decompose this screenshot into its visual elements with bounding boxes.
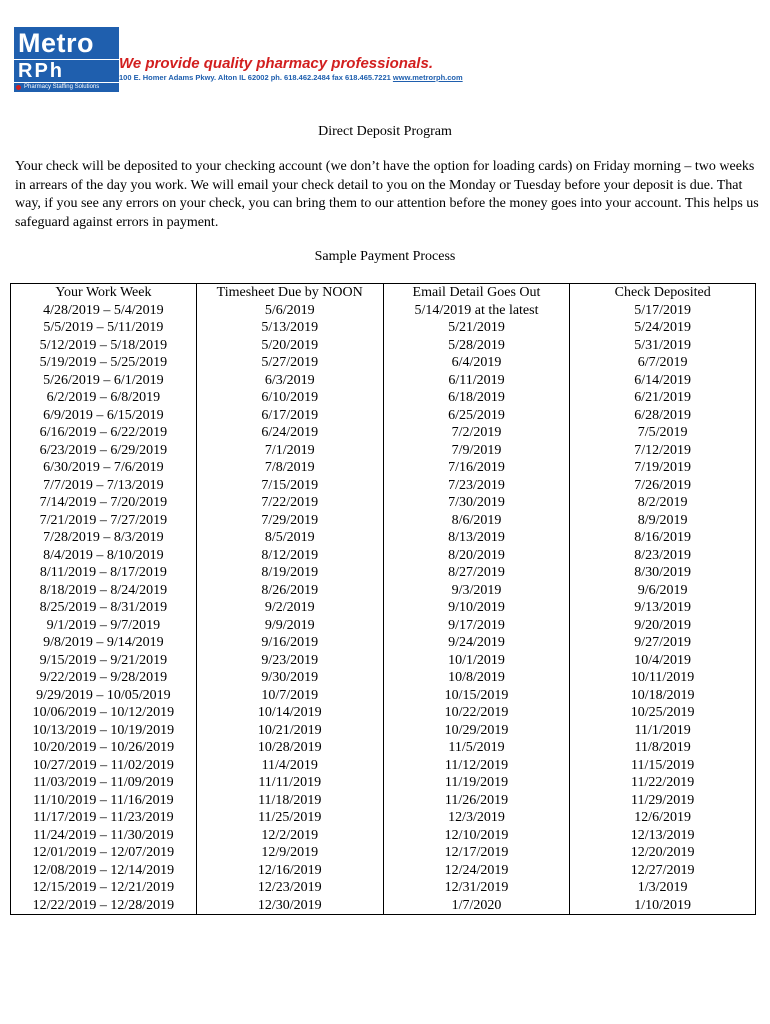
logo-strip-text: Pharmacy Staffing Solutions — [14, 83, 119, 92]
cell-timesheet-due: 10/14/2019 — [196, 704, 383, 722]
cell-timesheet-due: 10/28/2019 — [196, 739, 383, 757]
table-row — [11, 617, 756, 635]
cell-email-detail: 8/27/2019 — [383, 564, 570, 582]
cell-work-week: 7/21/2019 – 7/27/2019 — [11, 512, 197, 530]
cell-timesheet-due: 9/16/2019 — [196, 634, 383, 652]
cell-work-week: 12/08/2019 – 12/14/2019 — [11, 862, 197, 880]
table-row — [11, 477, 756, 495]
table-row — [11, 442, 756, 460]
table-row — [11, 792, 756, 810]
company-tagline: We provide quality pharmacy professionals. — [119, 55, 433, 72]
cell-check-deposited: 8/30/2019 — [570, 564, 756, 582]
cell-work-week: 11/17/2019 – 11/23/2019 — [11, 809, 197, 827]
cell-timesheet-due: 8/19/2019 — [196, 564, 383, 582]
table-row — [11, 372, 756, 390]
cell-email-detail: 12/17/2019 — [383, 844, 570, 862]
header-row — [11, 284, 756, 302]
cell-email-detail: 5/21/2019 — [383, 319, 570, 337]
cell-email-detail: 7/16/2019 — [383, 459, 570, 477]
table-title: Sample Payment Process — [314, 249, 456, 264]
table-row — [11, 512, 756, 530]
cell-timesheet-due: 7/15/2019 — [196, 477, 383, 495]
cell-work-week: 8/18/2019 – 8/24/2019 — [11, 582, 197, 600]
cell-check-deposited: 5/31/2019 — [570, 337, 756, 355]
cell-timesheet-due: 11/18/2019 — [196, 792, 383, 810]
cell-timesheet-due: 11/25/2019 — [196, 809, 383, 827]
cell-check-deposited: 6/14/2019 — [570, 372, 756, 390]
company-logo — [14, 27, 119, 90]
cell-email-detail: 9/3/2019 — [383, 582, 570, 600]
cell-email-detail: 8/20/2019 — [383, 547, 570, 565]
table-row — [11, 774, 756, 792]
cell-check-deposited: 12/20/2019 — [570, 844, 756, 862]
payment-schedule-table — [10, 283, 756, 915]
cell-timesheet-due: 9/30/2019 — [196, 669, 383, 687]
table-row — [11, 337, 756, 355]
cell-email-detail: 10/29/2019 — [383, 722, 570, 740]
cell-check-deposited: 1/3/2019 — [570, 879, 756, 897]
table-row — [11, 529, 756, 547]
table-header — [11, 284, 756, 302]
cell-email-detail: 6/4/2019 — [383, 354, 570, 372]
cell-timesheet-due: 11/11/2019 — [196, 774, 383, 792]
cell-work-week: 5/5/2019 – 5/11/2019 — [11, 319, 197, 337]
cell-timesheet-due: 12/16/2019 — [196, 862, 383, 880]
cell-work-week: 6/9/2019 – 6/15/2019 — [11, 407, 197, 425]
cell-email-detail: 5/28/2019 — [383, 337, 570, 355]
cell-check-deposited: 11/22/2019 — [570, 774, 756, 792]
cell-check-deposited: 9/13/2019 — [570, 599, 756, 617]
cell-timesheet-due: 6/3/2019 — [196, 372, 383, 390]
cell-check-deposited: 12/6/2019 — [570, 809, 756, 827]
table-row — [11, 757, 756, 775]
cell-timesheet-due: 12/2/2019 — [196, 827, 383, 845]
cell-work-week: 12/15/2019 – 12/21/2019 — [11, 879, 197, 897]
cell-work-week: 6/23/2019 – 6/29/2019 — [11, 442, 197, 460]
cell-timesheet-due: 6/24/2019 — [196, 424, 383, 442]
table-row — [11, 634, 756, 652]
cell-email-detail: 7/2/2019 — [383, 424, 570, 442]
table-row — [11, 459, 756, 477]
cell-check-deposited: 11/1/2019 — [570, 722, 756, 740]
cell-email-detail: 12/31/2019 — [383, 879, 570, 897]
intro-paragraph: Your check will be deposited to your checking account (we don’t have the option for loading cards) on Friday morning – two weeks in arrears of the day you work. We will email your check detail to you on the Monday or Tuesday before your deposit is due. That way, if you see any errors on your check, you can bring them to our attention before the money goes into your account. This helps us safeguard against errors in payment. — [15, 159, 759, 230]
cell-work-week: 11/03/2019 – 11/09/2019 — [11, 774, 197, 792]
cell-check-deposited: 8/9/2019 — [570, 512, 756, 530]
cell-work-week: 6/2/2019 – 6/8/2019 — [11, 389, 197, 407]
cell-email-detail: 5/14/2019 at the latest — [383, 302, 570, 320]
cell-work-week: 5/12/2019 – 5/18/2019 — [11, 337, 197, 355]
cell-check-deposited: 7/5/2019 — [570, 424, 756, 442]
cell-work-week: 9/15/2019 – 9/21/2019 — [11, 652, 197, 670]
logo-red-dot-icon — [16, 85, 21, 90]
cell-timesheet-due: 9/2/2019 — [196, 599, 383, 617]
cell-work-week: 10/13/2019 – 10/19/2019 — [11, 722, 197, 740]
cell-work-week: 7/7/2019 – 7/13/2019 — [11, 477, 197, 495]
cell-timesheet-due: 9/9/2019 — [196, 617, 383, 635]
cell-email-detail: 8/13/2019 — [383, 529, 570, 547]
column-header-timesheet-due: Timesheet Due by NOON — [196, 284, 383, 302]
table-row — [11, 424, 756, 442]
cell-email-detail: 11/12/2019 — [383, 757, 570, 775]
cell-timesheet-due: 10/21/2019 — [196, 722, 383, 740]
company-address — [119, 73, 463, 82]
cell-work-week: 10/27/2019 – 11/02/2019 — [11, 757, 197, 775]
cell-timesheet-due: 6/10/2019 — [196, 389, 383, 407]
table-row — [11, 704, 756, 722]
cell-timesheet-due: 8/12/2019 — [196, 547, 383, 565]
cell-work-week: 5/19/2019 – 5/25/2019 — [11, 354, 197, 372]
cell-check-deposited: 10/4/2019 — [570, 652, 756, 670]
cell-email-detail: 9/17/2019 — [383, 617, 570, 635]
cell-check-deposited: 5/24/2019 — [570, 319, 756, 337]
cell-email-detail: 1/7/2020 — [383, 897, 570, 915]
cell-timesheet-due: 7/1/2019 — [196, 442, 383, 460]
cell-check-deposited: 5/17/2019 — [570, 302, 756, 320]
cell-timesheet-due: 5/6/2019 — [196, 302, 383, 320]
cell-work-week: 9/22/2019 – 9/28/2019 — [11, 669, 197, 687]
table-row — [11, 722, 756, 740]
cell-work-week: 12/22/2019 – 12/28/2019 — [11, 897, 197, 915]
cell-check-deposited: 10/25/2019 — [570, 704, 756, 722]
table-row — [11, 844, 756, 862]
cell-work-week: 9/29/2019 – 10/05/2019 — [11, 687, 197, 705]
cell-timesheet-due: 5/27/2019 — [196, 354, 383, 372]
table-row — [11, 407, 756, 425]
cell-check-deposited: 9/20/2019 — [570, 617, 756, 635]
cell-email-detail: 9/10/2019 — [383, 599, 570, 617]
cell-email-detail: 12/24/2019 — [383, 862, 570, 880]
table-row — [11, 494, 756, 512]
table-row — [11, 879, 756, 897]
cell-check-deposited: 8/16/2019 — [570, 529, 756, 547]
logo-rph-text: RPh — [14, 60, 119, 82]
cell-check-deposited: 10/11/2019 — [570, 669, 756, 687]
cell-check-deposited: 11/15/2019 — [570, 757, 756, 775]
cell-email-detail: 12/3/2019 — [383, 809, 570, 827]
cell-check-deposited: 10/18/2019 — [570, 687, 756, 705]
cell-timesheet-due: 8/5/2019 — [196, 529, 383, 547]
table-row — [11, 354, 756, 372]
cell-timesheet-due: 5/20/2019 — [196, 337, 383, 355]
cell-check-deposited: 1/10/2019 — [570, 897, 756, 915]
cell-timesheet-due: 5/13/2019 — [196, 319, 383, 337]
cell-email-detail: 11/5/2019 — [383, 739, 570, 757]
cell-email-detail: 7/23/2019 — [383, 477, 570, 495]
table-row — [11, 547, 756, 565]
cell-check-deposited: 11/29/2019 — [570, 792, 756, 810]
table-row — [11, 739, 756, 757]
cell-email-detail: 6/25/2019 — [383, 407, 570, 425]
cell-check-deposited: 7/12/2019 — [570, 442, 756, 460]
cell-work-week: 10/06/2019 – 10/12/2019 — [11, 704, 197, 722]
column-header-email-detail: Email Detail Goes Out — [383, 284, 570, 302]
cell-timesheet-due: 12/9/2019 — [196, 844, 383, 862]
address-text: 100 E. Homer Adams Pkwy. Alton IL 62002 ph. 618.462.2484 fax 618.465.7221 — [119, 73, 391, 82]
table-row — [11, 389, 756, 407]
cell-email-detail: 7/9/2019 — [383, 442, 570, 460]
cell-timesheet-due: 11/4/2019 — [196, 757, 383, 775]
website-link[interactable]: www.metrorph.com — [392, 73, 463, 82]
table-row — [11, 687, 756, 705]
cell-work-week: 5/26/2019 – 6/1/2019 — [11, 372, 197, 390]
cell-work-week: 10/20/2019 – 10/26/2019 — [11, 739, 197, 757]
cell-work-week: 11/10/2019 – 11/16/2019 — [11, 792, 197, 810]
table-row — [11, 809, 756, 827]
cell-timesheet-due: 12/23/2019 — [196, 879, 383, 897]
cell-work-week: 8/11/2019 – 8/17/2019 — [11, 564, 197, 582]
column-header-work-week: Your Work Week — [11, 284, 197, 302]
cell-timesheet-due: 6/17/2019 — [196, 407, 383, 425]
cell-timesheet-due: 9/23/2019 — [196, 652, 383, 670]
cell-check-deposited: 11/8/2019 — [570, 739, 756, 757]
cell-check-deposited: 7/19/2019 — [570, 459, 756, 477]
cell-check-deposited: 6/28/2019 — [570, 407, 756, 425]
table-row — [11, 582, 756, 600]
cell-email-detail: 9/24/2019 — [383, 634, 570, 652]
cell-email-detail: 6/18/2019 — [383, 389, 570, 407]
table-row — [11, 302, 756, 320]
cell-check-deposited: 12/13/2019 — [570, 827, 756, 845]
cell-email-detail: 8/6/2019 — [383, 512, 570, 530]
cell-work-week: 8/25/2019 – 8/31/2019 — [11, 599, 197, 617]
table-body — [11, 302, 756, 915]
cell-email-detail: 12/10/2019 — [383, 827, 570, 845]
cell-work-week: 11/24/2019 – 11/30/2019 — [11, 827, 197, 845]
table-row — [11, 827, 756, 845]
cell-check-deposited: 12/27/2019 — [570, 862, 756, 880]
cell-check-deposited: 9/6/2019 — [570, 582, 756, 600]
cell-email-detail: 7/30/2019 — [383, 494, 570, 512]
cell-email-detail: 10/22/2019 — [383, 704, 570, 722]
cell-timesheet-due: 8/26/2019 — [196, 582, 383, 600]
column-header-check-deposited: Check Deposited — [570, 284, 756, 302]
cell-check-deposited: 8/2/2019 — [570, 494, 756, 512]
cell-timesheet-due: 10/7/2019 — [196, 687, 383, 705]
cell-timesheet-due: 7/22/2019 — [196, 494, 383, 512]
table-row — [11, 897, 756, 915]
table-row — [11, 669, 756, 687]
table-row — [11, 599, 756, 617]
cell-check-deposited: 6/21/2019 — [570, 389, 756, 407]
cell-work-week: 6/16/2019 – 6/22/2019 — [11, 424, 197, 442]
cell-check-deposited: 8/23/2019 — [570, 547, 756, 565]
table-row — [11, 564, 756, 582]
document-title: Direct Deposit Program — [318, 124, 452, 139]
cell-check-deposited: 7/26/2019 — [570, 477, 756, 495]
cell-email-detail: 6/11/2019 — [383, 372, 570, 390]
logo-metro-text: Metro — [14, 27, 119, 59]
cell-work-week: 7/28/2019 – 8/3/2019 — [11, 529, 197, 547]
table-row — [11, 652, 756, 670]
table-row — [11, 319, 756, 337]
cell-email-detail: 11/26/2019 — [383, 792, 570, 810]
cell-email-detail: 10/8/2019 — [383, 669, 570, 687]
cell-email-detail: 10/15/2019 — [383, 687, 570, 705]
cell-work-week: 12/01/2019 – 12/07/2019 — [11, 844, 197, 862]
table-row — [11, 862, 756, 880]
cell-work-week: 8/4/2019 – 8/10/2019 — [11, 547, 197, 565]
cell-check-deposited: 6/7/2019 — [570, 354, 756, 372]
cell-work-week: 9/8/2019 – 9/14/2019 — [11, 634, 197, 652]
cell-work-week: 7/14/2019 – 7/20/2019 — [11, 494, 197, 512]
cell-work-week: 9/1/2019 – 9/7/2019 — [11, 617, 197, 635]
cell-email-detail: 10/1/2019 — [383, 652, 570, 670]
cell-work-week: 4/28/2019 – 5/4/2019 — [11, 302, 197, 320]
cell-timesheet-due: 7/8/2019 — [196, 459, 383, 477]
cell-timesheet-due: 12/30/2019 — [196, 897, 383, 915]
cell-work-week: 6/30/2019 – 7/6/2019 — [11, 459, 197, 477]
cell-check-deposited: 9/27/2019 — [570, 634, 756, 652]
cell-timesheet-due: 7/29/2019 — [196, 512, 383, 530]
cell-email-detail: 11/19/2019 — [383, 774, 570, 792]
